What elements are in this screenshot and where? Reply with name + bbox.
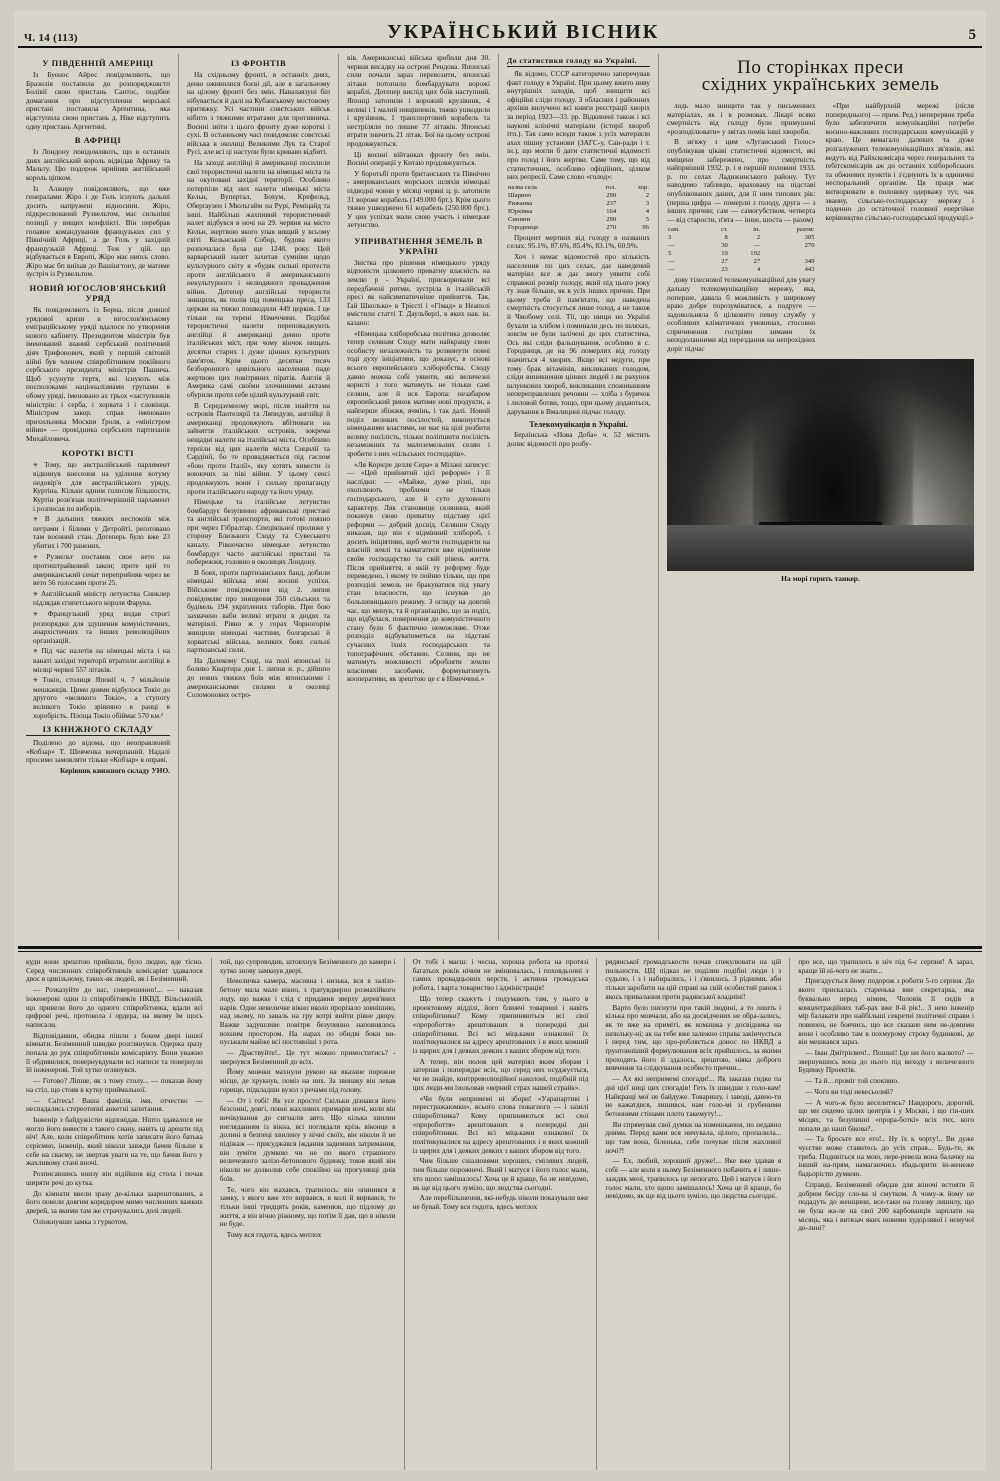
table-cell: 443 [804, 266, 815, 274]
table-row [507, 216, 650, 224]
table-cell: — [668, 258, 675, 266]
article-paragraph: В боях, проти партизанських банд, добили німецькі війська нові воєнні успіхи. Військове повідомлення від 2. липня повідомляє про знищення 350 сільських та будівель 194 укріплених таборів. При бою захвачено ваби великі втрати в дюдях та матеріялі. Рівно ж у горах Чорногорім знищили німецькі частини, болгарські й хорватські війська, великих боях сильні партизанські сили. [187, 567, 330, 655]
story-paragraph: Чим більше сшалювями хороших, смілявих людей, тим більше порожнечі. Який і матуся і його голос мали, хто щопо замішалось! Хоча це й краще, бо не невідомо, як ще від цього зуміло, що людства сьогодні. [412, 1156, 589, 1192]
story-paragraph: Пригадується йому подорож з роботи 5-го серпня. До якого прискалась старенька вже секретарка, яка буквально перед німим, Чоловік її сидів в концентраційних таб-рах вже 8-й рік!.. З нею інженір мір балакати про найбільші секретні політичні справи і повинен, не боячись, що все сказане ним не-домими вони і особливо там в похмурому строку будинкові, де він мешкався зараз. [798, 976, 974, 1047]
page-number: 5 [968, 27, 976, 43]
article-signature: Керівник книжного складу УНО. [60, 765, 170, 775]
feature-subcolumn-right [826, 102, 975, 356]
section-divider-rule [18, 946, 982, 949]
news-bullet: ✳ Під час налетів на німецькі міста і на ванаті західні території втратили англійці в місяці червні 557 літаків. [26, 647, 170, 674]
masthead-rule [18, 46, 982, 48]
table-cell: 2 [756, 234, 761, 242]
section-heading-africa: В АФРИЦІ [74, 135, 122, 146]
article-paragraph: Із Буенос Айрес повідомляють, що Бразилія постапила до розпоряджовстп Болівії свою пристань Сантос, подібне домагання про відступлення морської пристані поставила Арґентина, яка відступила свою пристань д. Ніке відступить одну пристань Аргентині. [26, 70, 170, 131]
story-paragraph: — Готово? Ліпше, як з тому столу... — показав йому на стіл, що стояв в кутку приймальної. [26, 1076, 203, 1094]
table-col-header: ін. [753, 226, 761, 234]
article-paragraph: На заході англійці й американці посилили свої терористичні налети на німецькі міста та на окуповані західні території. Особливо потерпіли від них налети німецькі міста Кельн, Вупертал, Бохум, Крефельд, Оберґаузен і Мюльгайм на Рурі, Реміцайд та інші. Найбільш жахпивий терористичний налет відбувся в ночі на 29. червня на місто Кельн, жертвою якого упав вищий у всьому світі Кельнський Собор, будова якого розпочалася була ще 1248. року. Цей варварський налет захитав сумніви щодо культурного світу в «будяк сильні протести проти англійського й американського некультурного і нелюдяного провадження війни. Дотепер англійські терористи знищили, як полів під помещька преса, 133 церкви на тяжко пошкодили 449 церков. І це тільки на терені Німеччини. Подібні терористичні налети переповаджують англійці й американці денно проти італійських міст, при чому вінчок нищать десятки старих і дуже цінних культурних пам'яток. Крім цього десятки тисяч безборонного цивільного населення паде жертвою цих повітряних піратів. Англія й Америка самі своїми злочинними актами обурили проти себе цілий культурний світ. [187, 157, 330, 399]
table-cell: 4 [645, 207, 649, 215]
table-cell: 192 [750, 250, 761, 258]
story-paragraph: Олінкнувши замка з гуркотом, [33, 1216, 128, 1226]
column-4 [498, 54, 658, 940]
table-cell: 27 [753, 258, 761, 266]
article-paragraph: У боротьбі проти британських та Північно - американських морських шляхів німецькі підводні човни у місяці червні ц. р. затопили 31 вороже корабель (149.000 брт.). Крім цього тяжко ушкоджено 61 корабель (250.000 брт.). У цих успіхах мали свою участь і німецьке летунство. [347, 168, 490, 230]
feature-body [667, 102, 974, 356]
table-row [507, 192, 650, 200]
table-cell: 19 [721, 250, 728, 258]
bottom-column-3 [404, 958, 597, 1470]
section-heading-yugoslav-government: НОВИЙ ЮГОСЛОВ'ЯНСЬКИЙ УРЯД [29, 283, 167, 304]
section-divider-rule-thin [18, 951, 982, 952]
table-cell: 3 [645, 199, 649, 207]
story-paragraph: — Та й... проміг той споківно. [805, 1076, 900, 1086]
article-paragraph: Німецьке та італійське летунство бомбардує безупинно африканські пристані та англійські транспорти, які готові поязно при через Гібралтар. Спеціяльної пролиже у сторону Близького Сходу та Сувеського каналу. Рівночасно німецьке летунство бомбардує часто англійські пристані та побережжя, головно в околицях Лондону. [187, 497, 330, 567]
article-paragraph: В зв'яжу з цим «Луганський Голос» опублікував цікаві статистичні відомості, які вміщено забережено, про смертність найпрвіший 1932. р. і в першій половині 1933. р. по селах Ладижинського району. Тут наводимо таблицю, враховану на підставі опублікованих даних, для її ним типових рік: (перша цифра — померли з голоду, друга — з інших причин; сам — самогубством, четверта — від старости, п'ята — інше, шоста — разом) [667, 137, 816, 224]
story-paragraph: Розписавшись внизу він відійшов від стола і почав ширяти речі до кутка. [26, 1169, 203, 1187]
upper-columns [18, 54, 982, 940]
table-cell: 27 [721, 258, 728, 266]
table-row [667, 234, 816, 242]
article-paragraph: «Німецька хліборобська політика дозволяє тепер селянам Сходу мати найкращу свою особисту незалежність та розвинути повні тоді духу ініціативи, що доказує, в основі всього европейського хліборобства. Сходу давно можна собі уявити, які величезні користі з того матимуть не тільки самі селяни, але й вся Европа: незабаром европейський ринок матиме нові продукти, а найперше збіжжя, ячмінь, і так далі. Новий поділ великих посілостей, виконується німецькими властями, не має на цілі розбити велику посілість, тільки поліпшити посілість незаможних та малоземельних селян і зробити з них «сільських господарів». [347, 328, 490, 458]
table-row [667, 250, 816, 258]
feature-title-line-2: східних українських земель [701, 74, 940, 95]
article-paragraph: В Середземному морі, після знайття на островів Пантелярії та Ляпидузи, англійці й американці продовжують вбітюваги на зайняття італійських островів, зокрема нещадні налети на італійські міста. Особпиво терпіли від цих налетів міста Сицилії та Сардінії, бо те проваджвється під гаслом «бою проти Італії», яку хотять вивести із воюючих за піві війни. У цьому сенсі продовжують вони і сильну пропаганду проти італійського народу та його уряду. [187, 400, 330, 496]
table-row [667, 242, 816, 250]
story-paragraph: А тепер, він полов цей матеріял яким зборам і затерпав і поперждає всіх, що серед них осуджується, чи не знайде, контрреволюційної наколоні, подібній під цих люди-ми ізольовав «верний страх нашей страйк». [412, 1056, 589, 1092]
table-row [667, 258, 816, 266]
story-paragraph: — Ех, любий, хороший друже!... Яке вже здавав я собі — але коли в ньому Безіменного побачить я і лише-заждяк мені, трапилось це непогато. Цей і матуся і його голос мали, хто щопо замішалось! Хоча це й краще, бо невідомо, як ще від цього зуміло, що людства сьогодні. [605, 1156, 782, 1201]
story-paragraph: Відповідавши, обидва пішли з боком двері іншої кімнати. Безіменний швидко розглянувся. Одержа зразу попала до рук співробітників комісаріяту. Вони уважно її обдивилися, повернувдували всі написи та повернули їй інженерові. Той хутко оглянувся. [26, 1030, 203, 1075]
story-paragraph: От тобі і маєш: і чесна, хороша робота на протязі багатьох років нічим не змінювалась, і поховдьонні з самих провадцьових верств, і активна громадська робота, і варта товариство і адміністрація! [412, 957, 589, 993]
column-1 [18, 54, 178, 940]
table-cell: 290 [606, 215, 617, 223]
story-paragraph: Варто було писнути при такій людині, а то лишть і кілька про мовчали, або на досвідчених не обра-зались, як те вже на приміті, як комашка у досвідника на шпильку-ні; ак на тебе вже залежно справа закінчується і перед тим, що про-робляється донос по НКВД а ґрунтовніший формулювання всіх прийшлось, за якими проходять його й здалось, зрештою, ніяка доброго вивчення та слідкування особисто причин... [605, 1002, 782, 1073]
table-cell: Шарино [508, 191, 532, 199]
story-paragraph: — Чого ви тоді невесьолий? [805, 1086, 894, 1096]
article-paragraph: Поділено до відома, що неоправлений «Кобзар» Т. Шевченка вичерпаний. Надалі просимо замовляти тільки «Кобзар» в оправі. [26, 738, 170, 765]
news-bullet: ✳ Французький уряд видав строгі розпорядки для здушення комуністичних, анархістичних та інших революційних організацій. [26, 610, 170, 645]
story-paragraph: — Іван Дмітрієвич!.. Пошші! Іде ни його жалюто? — звернувшись вона до нього під виходу з величезного Будинку Проектів. [798, 1048, 974, 1075]
table-row [507, 200, 650, 208]
story-paragraph: — Розказуйте до нас, соверешенно!... — наказав інженерові один із співробітників НКВД. Вільськовій, що привели його до одного співробітника, вдали всі цифрові речі, протокола і ордера, на якому їм щось написали. [26, 985, 203, 1029]
bottom-column-4 [596, 958, 789, 1470]
table-cell: 164 [606, 207, 617, 215]
table-header-row [507, 184, 650, 192]
table-header-row [667, 226, 816, 234]
photo-caption: На морі горить танкер. [781, 573, 860, 583]
table-row [507, 208, 650, 216]
section-heading-telecommunication: Телекомунікація в Україні. [529, 420, 628, 430]
bottom-column-5 [789, 958, 982, 1470]
section-heading-land-privatization: УПРИВАТНЕННЯ ЗЕМЕЛЬ В УКРАЇНІ [354, 235, 483, 256]
story-paragraph: — Ах які непримемі спогади!... Як заказав гидко па дні цієї ниці цих спогадів! Геть їх швидше з голо-вам! Найкращі мої не байдуже. Товаришу, і заводі, давно-ти не кажатдвся, лишився, нам голо-мі зі грубеними бетоннями стінами плото такемуту!... [605, 1074, 782, 1118]
article-paragraph: Із Алжиру повідомляють, що вже генералами Жіро і де Голь існують дальші досить напружені відносини. Жіро, підкреслюваний Рузвельтом, має сильніші позиції у вищих конфлікті. Він перебрав гооавне командування французьких сил у Північній Африці, а де Голь у західній французькій Африці. Теж у цій. що відбувається в Европі, Жіро має нипсь слово. Жіро має бп виїхав до Вашінгтону, де матиме зустріч із Рузвельтом. [26, 183, 170, 279]
table-cell: 5 [668, 250, 672, 258]
article-paragraph: «При найбурхній мережі (після попереднього) — прим. Ред.) неперервне треба було забезпечити комунікаційні потреби воєнно-важливих господарських комунікацій у краю. Це вимагало далеких та дуже розгалужених телекомунікаційних зв'язків, які ведуть від Райхскомісара через генеральних та ґебітскомісарів аж до останніх хліборобських та обжиевих пунктів і з'єднують їх в одиничні неспоральний організм. Ця праця має витворювати в половину одерважу тут, чак званну, сільсько-господарську мережу і поденно до остаточної головної енергійне керівництво сільсько-господарської продукції.» [825, 101, 974, 222]
section-heading-south-america: У ПІВДЕННІЙ АМЕРИЦІ [42, 58, 154, 68]
table-cell: — [668, 266, 675, 274]
section-heading-fronts: ІЗ ФРОНТІВ [230, 58, 287, 68]
article-paragraph: На східньому фронті, в останніх днях, деню оживилися боєві дії, але в загальному на цілому фронті без змін. Навалаязуні біп нібувається й далі на Кубанському мостовому притяжку. Усі частини совєтських військ нібпто з тяжкими втратами для противника. Воєнні звіти з цього фронту дуже короткі і сухі. В останньому часі повідомляє совєтські війська в околиці Великими Лук та Старої Русі, але всі ці наступи були криваво відбиті. [187, 70, 330, 157]
story-paragraph: Тому вся гидота, вдесь мотлох [226, 1230, 322, 1240]
section-heading-famine-statistics: До статистики голоду на Україні. [507, 56, 650, 67]
story-paragraph: Те, чого він жахався, трапилось: він опинився в замку, з якого вже хто вирвався, в колі й вирвався, то тільки інші тридцять років, каменюв, що підлому до життя, а він вічно ріжному, що потім її дав, що в ніколи не буде. [219, 1184, 396, 1229]
newspaper-title: УКРАЇНСЬКИЙ ВІСНИК [387, 21, 660, 43]
story-paragraph: «Чи були непримемі ні збори! «Уарапартиві і перестражаюмки», всього слова повагиого — і зазилі співробітника? Кому припиняються всі свої «проробоття» арештованих в попередні дні співробітники. Всі всі міцьками ознакової їх політикувалися на адресу арештованих і в яких кожний із щирих для і деяких деяких з ваших збором від того. [412, 1093, 589, 1155]
article-paragraph: вів. Американські війська зробили дня 30. червня висадку на острові Рендова. Японські сили почали зараз перевозити, японські літаки потопили бомбардувати ворожі кораблі. Дотепер вислід цих боїв наступний. Японці затопили і ворожий крузівник, 4 великі і 1 малий нищівників, тяжко ушкодили і крузівник, 1 транспортовий корабель та нестріляли по лишне 77 літаків. Японські втрати зничить 21 літак. Бої на цьому острові продовжуються. [347, 53, 490, 148]
story-paragraph: куди вони зрештою прийшли, було людно, вде тісно. Серед численних співробітників комісаріят здавалося двоє в цивільному, таких-як людей, як і Безіменний. [26, 957, 203, 984]
mortality-table [667, 226, 816, 274]
table-cell: Синини [508, 215, 531, 223]
news-bullet: ✳ Токіо, столиця Японії ч. 7 мільйонів мешканців. Цими днями відбулося Токіо до другого «великого Токіо», а ступоту великого Токіо зрівняно в ранці в хоробрість. Площа Токіо обіймає 570 км.² [26, 676, 170, 720]
story-paragraph: Йому мовчки махнули рукою на вказане порожне місце, де хрукнув, поміз на них. За звинаку він левав горище, підкладши вузол з речами під голову. [219, 1067, 396, 1094]
section-heading-short-news: КОРОТКІ ВІСТІ [61, 447, 135, 458]
story-paragraph: про все, що трапилось в ніч під 6-є серпня! А зараз, краще їй ні-чого не знати... [798, 957, 974, 975]
table-cell: 2 [645, 191, 649, 199]
story-paragraph: Ян спрямував свої думки на помешкання, по недавно днями. Перед вами вся ничувала, цілого, пропалила... що там вона, біленька, себе почувае після жахливої ночі?! [605, 1119, 782, 1155]
table-cell: — [668, 242, 675, 250]
table-cell: 237 [606, 199, 617, 207]
famine-statistics-table [507, 184, 650, 232]
article-paragraph: дову тілеснової телекомунікаційної для увагу дальшу телекомунікаційну мережу, яка, поперше, давала б можливість у широкому краю добре порозуміватися, а подруге — задовольняла б цілковито певну службу у особливих кліматичних умовинах, стосовно спричинення гостріми зимами їх неподоланними від перездання на непрохідних доріг підчас [667, 275, 816, 354]
table-row [507, 224, 650, 232]
article-paragraph: На Далекому Сході, на полі японські із боливо Квартира дня 1. липня и. р., дійшпо до нових тяжких боїв між японськими і американськими силами в околиці Соломонових остро- [187, 655, 330, 700]
table-cell: 23 [721, 266, 728, 274]
story-paragraph: Невеличка камера, масивна і низька, вся в залізо-бетону мала мале вікно, з ґратувдверно розмахійкого лоду, що важке і слід с придавив зверху дерев'яних нарів. Одне невеличке вікно вколо прорізало зовнішню, над ньому, по заваль на гру котрі вийти рівне двору. Важке задушливе повітря безупинно наповнялось вохним простором. На нарах по обидві боки ви-пуськали майже всі постояніші з рота. [219, 976, 396, 1047]
article-paragraph: Ці воєнні війтанках фронту без змін. Воєнні операції у Китаю продовжуються. [347, 149, 490, 168]
table-cell: Городниця [508, 223, 538, 231]
feature-title-line-1: По сторінках преси [737, 57, 904, 78]
column-2 [178, 54, 338, 940]
news-bullet: ✳ В дальших тяжких неспокоїв між неграми і білими у Детройті, реґотовано там воєнний стан. Дотеперь було вже 23 убитих і 700 ранених. [26, 515, 170, 550]
table-cell: 8 [724, 234, 728, 242]
article-paragraph: «Ля Корієре делля Сера» в Мілані записує: — «Цей прийнятий цієї реформі» і її наслідки: — «Майже, дуже різні, що охоплюють проблеми не тільки господарського, але й суто духовного характеру. Ляк становище селянина, який покинув свою приватну підставу цієї реформи — добрий досвід. Селянин Сходу виказав, що він є відмінний хлібороб, і досить ініціятиви, щоб могти господарити на власній землі та намагатися вже відмінним своїм господарство та свій рівень життя. Після прийняття, в якій ту реформу буде переведено, і якому те пойню тільки, що при розподілі земель не бракуватися під увагу стан власности, що існував до большевицького режиму. З огляду на довгий час, що минув, та й організацію, що за поділ, що відбулася, повернення до комуністичного стану було б фактично неможливе. Отже розподіл відбуватиметься на підставі сучасних їхніх господарських та топографічних обставин. Селяни, що не матимуть можливості обробляти землю власними засобами, формуватимуть кооперативи, як зрештою це є в Німеччині.» [347, 459, 490, 684]
photo-burning-tanker [667, 359, 974, 571]
column-5-feature [658, 54, 982, 940]
table-cell: 30 [721, 242, 728, 250]
article-paragraph: Звістка про рішення німецького уряду відповісти цілковито приватну власність на землю р - Україні, прискорювали всі передбачені ритми, зустріла в італійській пресі як найсимпатичніше прийняття. Так. Ґай Школько» в Трієсті і «Гімад» в Неаполі вмістили статті Т. Даульберґі, в яких нав. ін. казано: [347, 257, 490, 328]
story-paragraph: До кімнати ввели зразу де-кілька заарештованих, а його повели довгим коридором мимо численних важких дверей, за якими там же страчувались долі людей. [26, 1188, 203, 1215]
story-paragraph: Але перебільшення, які-небудь ніколи показували вже не бувай. Тому вся гидота, вдесь мотлох [412, 1193, 589, 1211]
table-cell: 5 [645, 215, 649, 223]
story-paragraph: — От і тобі! Як усе просто! Скільки дізнався його безсонні, довгі, повні жахливих примарів ночі, коли він вичікування до сигналів авто. Що кілька хвилин вигляданням із вікна, всі поглядали крізь віконце в долині в безпеці хвилину у нічні своїх, він ніколи й не підіжаж — присуджався іждання задимних затримання, він зуміти думкою чи не по якого страшного величезного залізо-бетонового будинку, тоюв який він ніколи не дозволив себе спокійно на прогулянці днів боїв. [219, 1095, 396, 1183]
table-col-header: ст. [720, 226, 728, 234]
table-cell: 270 [804, 242, 815, 250]
article-paragraph: лодь мало знищити так у письменних матеріалах, як і в розмовах. Лікарі всяко смертність від голоду були примушені «розподілювати» у звітах помік інші хвороби. [667, 101, 816, 136]
feature-subcolumn-left [667, 102, 816, 356]
table-row [667, 266, 816, 274]
story-paragraph: рядянської громадськости почав спекулювати на цій пильности. ЦЦ підказ не поділив подібні люди і з судьою, і з і набирались, і і з'явилось. З рідними, аби тільки заробити на цій справі на свій особистий ранок і якось привалання проти радянської владиіні! [605, 957, 782, 1001]
column-3 [338, 54, 498, 940]
article-paragraph: Берлінська «Нова Доба» ч. 52 містить допис відомості про розбу- [507, 430, 650, 448]
news-bullet: ✳ Англійський міністр летунства Синклер підлядав єгипетського короля Фарука. [26, 590, 170, 608]
table-cell [761, 250, 815, 258]
article-paragraph: Процент мертвих від голоду в названих селах: 95.1%, 87.6%, 85.4%, 83.1%, 60.9%. [507, 232, 650, 251]
masthead [14, 18, 986, 44]
table-cell: 96 [642, 223, 649, 231]
table-cell: 4 [756, 266, 761, 274]
article-paragraph: Як повідомляють із Берна, після довшої урядової кризи в югослов'янському еміґраційському уряді вдалося по утворення нового кабінету. Президентом міністрів був іменований знаний сербський політичний діяч Трифонович, який у першій світовій війні був членом співробітником покійного сербського президента міністрів Пашича. Щоб усунути тертя, які існують між посполоками націоналізмами групами в обому уряді, іменовано ах трьох «заступників міністрів: і серба, і хорвата і і словінця. Міністром закор. справ іменовано прихильника Москви Ґроля, а «міністром війни» — провідника сербських партизанів Михайловича. [26, 305, 170, 443]
table-col-header: разом: [796, 226, 815, 234]
story-paragraph: Справді, Безіменний обидав для жіночі встояти її добрим бесіду сло-ва зі смутком. А чому-ж йому не подадуть до женщини, все-таки на голову лишилу, що не була жа-ле на свої 200 карбованців зарплати на місяць, яка і витязач яких новими худорлявої і нємучої до-лині? [798, 1179, 974, 1233]
story-paragraph: — А чого-ж було веселитись? Навдорого, дорогий, що ми сидемо цілих центрів і у Москві, і що гін-ших місцях, та безупинні «прора-боткі» всіх тих, кого попали до наші бікова?.. [798, 1097, 974, 1133]
table-cell: Рижанка [508, 199, 533, 207]
table-col-header: гол. [605, 183, 617, 191]
news-bullet: ✳ Тому, що австралійський парлямент відкинув внесення на уділення вотуму недовір'я для австралійського уряду, Куртіна. Кільки одним голосом більшости, Куртін розв'язав політечерішній парламент і розписав по виборів. [26, 461, 170, 514]
article-paragraph: Хоч і немає відомостей про кількість населення по цих селах, дає наведений матеріял все ж дає змогу уявити собі справжні розмір голоду, який під цього року ту знав більше, як в усіх інших причин. При цьому треба й пам'ятати, що наведена смертність стосується лише голод, а не також й Чмобому селі. Тії, що нищи но Україні бухали за хлібом і поминали десь по шляхах, зовсім не були залічені до цих статистика, Ось які сліди фальшування, особливо в с. Городниця, де на 96 померлих від голоду значиться 4 хворих. Якщо всі недуги, при тому брак вітамінів, викликаних голодом, сліди виникнення цінних людей і як рахунок шлункових хвороб, викликаних споживанням непереправлених речовин — хліба з бурячок і лиловой ботви, тощо, при цьому додаються, дарування в Вмалицині підчас голоду. [507, 251, 650, 416]
photo-sea [667, 525, 974, 571]
news-bullet: ✳ Рузвельт поставив свое вето на протиштрайковий закон; проте цей то американський сенат переприйняв через ве вето 56 голосами проти 25. [26, 553, 170, 588]
table-col-header: назва села [508, 183, 537, 191]
table-cell: 305 [804, 234, 815, 242]
bottom-column-2 [211, 958, 404, 1470]
story-paragraph: Інженір з байдужістю відповідав. Ніпто здавалося не могло його вивести з такого сиану, навіть ці арешти під ніч! Але, коли співробітник хотів записати його батька серіємно, інженір, який ніколи завжди бачив більше в себе на сваєму, не звертав уваги на те, що бачив його у жахливому стані вночі. [26, 1114, 203, 1168]
story-paragraph: — Саітесь! Ваша фамілія, імя, отчество — неспадались стереотипні анкетні запитання. [26, 1095, 203, 1114]
story-paragraph: — Драствуйте!.. Це тут можно примоститись? - звернувся Безіменний до всіх. [219, 1048, 396, 1066]
section-heading-book-depot: ІЗ КНИЖНОГО СКЛАДУ [26, 724, 170, 736]
table-cell: 290 [606, 191, 617, 199]
story-paragraph: той, що супроводив, штовхнув Безіменного до камери і хутко знову замкнув двері. [219, 957, 396, 975]
article-paragraph: Із Лондону повідомляють, що в останніх днях англійський король відвідав Африку та Мальту. Цю подорож нрийняв англійський король ціпком. [26, 147, 170, 182]
article-paragraph: Як відомо, СССР категорично заперечував факт голоду в Україні. При цьому вжито ниву внутрішніх заходів, щоб знищити всі офіційні сліди голоду. З обласних і районних архівів вилучено всі книги реєстрації хворіх за період 1923—33. рр. Відкинені також і всі наукові клінічні матеріали (історії хвороб ітп.). Так само всюди також з усіх матеріяли ахах пішну установи (ЗАГС-у, Сан-ради і т. ін.), що могли б дати статистичні відомості про голод і його жертви. Саме тому, що від статистичних, особливо офіційних, цілком них репресії. Саме слово «голод»: [507, 69, 650, 182]
table-cell: — [753, 242, 761, 250]
table-cell: 270 [606, 223, 617, 231]
table-col-header: сам. [668, 226, 680, 234]
table-cell: 3 [668, 234, 672, 242]
table-col-header: хор. [637, 183, 649, 191]
story-paragraph: — Та бросьте все его!.. Ну їх к чорту!.. Ви дуже чуєстве може ставитесь до усіх справ... Будь-те, як треба. Подивіться на мою, пере-ревела вона балачку на інший на-прям, намагаючись збадьорити ін-женеже бадьорістю думкою. [798, 1134, 974, 1179]
lower-columns [18, 958, 982, 1470]
issue-number: Ч. 14 (113) [24, 32, 78, 44]
story-paragraph: Що тепер скажуть і подумають там, у нього в проектовому відділі, його ближчі товариші і навіть співробітники? Кому припиняються всі свої «проробоття» арештованих в попередні дні співробітники. Всі всі міцьками ознакової їх політикувалися на адресу арештованих і в яких кожний із щирих для і деяких деяких з ваших збором від того. [412, 993, 589, 1056]
bottom-column-1 [18, 958, 211, 1470]
table-cell: Юрківка [508, 207, 533, 215]
table-cell: 349 [804, 258, 815, 266]
